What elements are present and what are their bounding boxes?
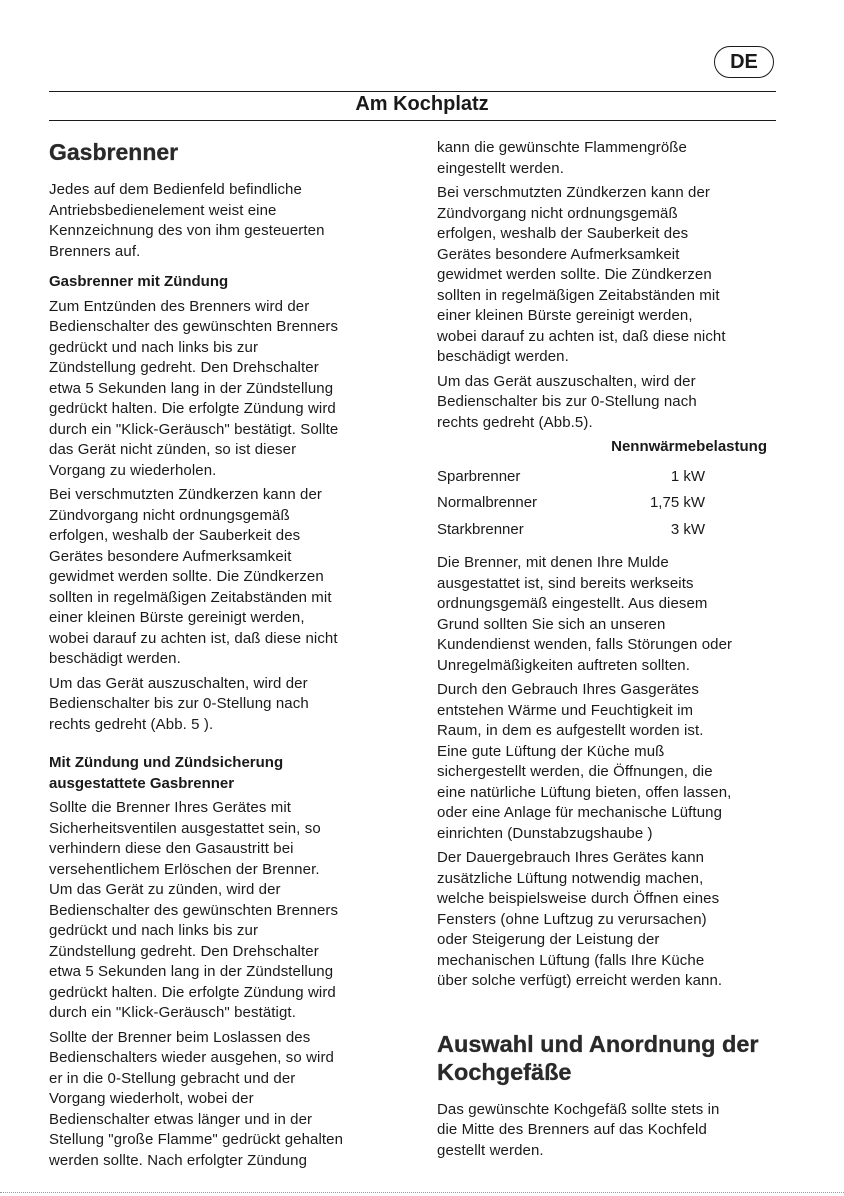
burner-power: 3 kW [670,520,705,538]
page-bottom-edge [0,1192,844,1193]
table-row [437,517,767,544]
paragraph: Die Brenner, mit denen Ihre Mulde ausgestattet ist, sind bereits werkseits ordnungsgemäß eingestellt. Aus diesem Grund sollten Sie sich an unseren Kundendienst wenden, falls Störungen oder Unregelmäßigkeiten auftreten sollten. [437,554,733,674]
subheading-gasbrenner-mit-zuendung: Gasbrenner mit Zündung [49,273,229,290]
page-title: Am Kochplatz [355,93,489,115]
table-row [437,490,767,517]
paragraph: Bei verschmutzten Zündkerzen kann der Zündvorgang nicht ordnungsgemäß erfolgen, weshalb der Sauberkeit des Gerätes besondere Aufmerksamkeit gewidmet werden sollte. Die Zündkerzen sollten in regelmäßigen Zeitabständen mit einer kleinen Bürste gereinigt werden, wobei darauf zu achten ist, daß diese nicht beschädigt werden. [49,486,338,667]
paragraph: Der Dauergebrauch Ihres Gerätes kann zusätzliche Lüftung notwendig machen, welche beispielsweise durch Öffnen eines Fensters (ohne Luftzug zu verursachen) oder Steigerung der Leistung der mechanischen Lüftung (falls Ihre Küche über solche verfügt) erreicht werden kann. [437,849,723,989]
paragraph: Das gewünschte Kochgefäß sollte stets in die Mitte des Brenners auf das Kochfeld gestellt werden. [437,1100,720,1159]
heading-gasbrenner: Gasbrenner [49,139,179,165]
language-badge: DE [714,46,774,78]
paragraph: Sollte der Brenner beim Loslassen des Bedienschalters wieder ausgehen, so wird er in die 0-Stellung gebracht und der Vorgang wiederholt, wobei der Bedienschalter etwas länger und in der Stellung "große Flamme" gedrückt gehalten werden sollte. Nach erfolgter Zündung [49,1028,344,1169]
power-table-header: Nennwärmebelastung [611,438,767,455]
left-column [49,138,394,1175]
paragraph: Durch den Gebrauch Ihres Gasgerätes entstehen Wärme und Feuchtigkeit im Raum, in dem es aufgestellt worden ist. Eine gute Lüftung der Küche muß sichergestellt werden, die Öffnungen, die eine natürliche Lüftung bieten, offen lassen, oder eine Anlage für mechanische Lüftung einrichten (Dunstabzugshaube ) [437,681,732,842]
table-row [437,464,767,491]
paragraph: Um das Gerät auszuschalten, wird der Bedienschalter bis zur 0-Stellung nach rechts gedreht (Abb.5). [437,372,697,431]
burner-power: 1,75 kW [649,494,705,511]
burner-name: Normalbrenner [437,494,538,511]
paragraph: Zum Entzünden des Brenners wird der Bedienschalter des gewünschten Brenners gedrückt und nach links bis zur Zündstellung gedreht. Den Drehschalter etwa 5 Sekunden lang in der Zündstellung gedrückt halten. Die erfolgte Zündung wird durch ein "Klick-Geräusch" bestätigt. Sollte das Gerät nicht zünden, so ist dieser Vorgang zu wiederholen. [49,297,339,479]
paragraph: kann die gewünschte Flammengröße eingestellt werden. [437,139,687,177]
paragraph: Jedes auf dem Bedienfeld befindliche Antriebsbedienelement weist eine Kennzeichnung des von ihm gesteuerten Brenners auf. [49,181,325,260]
burner-power: 1 kW [670,467,705,485]
paragraph: Um das Gerät auszuschalten, wird der Bedienschalter bis zur 0-Stellung nach rechts gedreht (Abb. 5 ). [49,674,309,733]
subheading-zuendsicherung: Mit Zündung und Zündsicherung ausgestattete Gasbrenner [49,754,284,792]
burner-name: Sparbrenner [437,467,521,485]
paragraph: Sollte die Brenner Ihres Gerätes mit Sicherheitsventilen ausgestattet sein, so verhindern diese den Gasaustritt bei versehentlichem Erlöschen der Brenner. Um das Gerät zu zünden, wird der Bedienschalter des gewünschten Brenners gedrückt und nach links bis zur Zündstellung gedreht. Den Drehschalter etwa 5 Sekunden lang in der Zündstellung gedrückt halten. Die erfolgte Zündung wird durch ein "Klick-Geräusch" bestätigt. [49,799,339,1021]
paragraph: Bei verschmutzten Zündkerzen kann der Zündvorgang nicht ordnungsgemäß erfolgen, weshalb der Sauberkeit des Gerätes besondere Aufmerksamkeit gewidmet werden sollte. Die Zündkerzen sollten in regelmäßigen Zeitabständen mit einer kleinen Bürste gereinigt werden, wobei darauf zu achten ist, daß diese nicht beschädigt werden. [437,184,726,365]
burner-name: Starkbrenner [437,520,524,538]
heading-auswahl-kochgefaesse: Auswahl und Anordnung der Kochgefäße [437,1030,759,1085]
power-table [437,437,767,543]
header-rule-bottom [49,120,776,121]
right-column [437,138,782,1165]
